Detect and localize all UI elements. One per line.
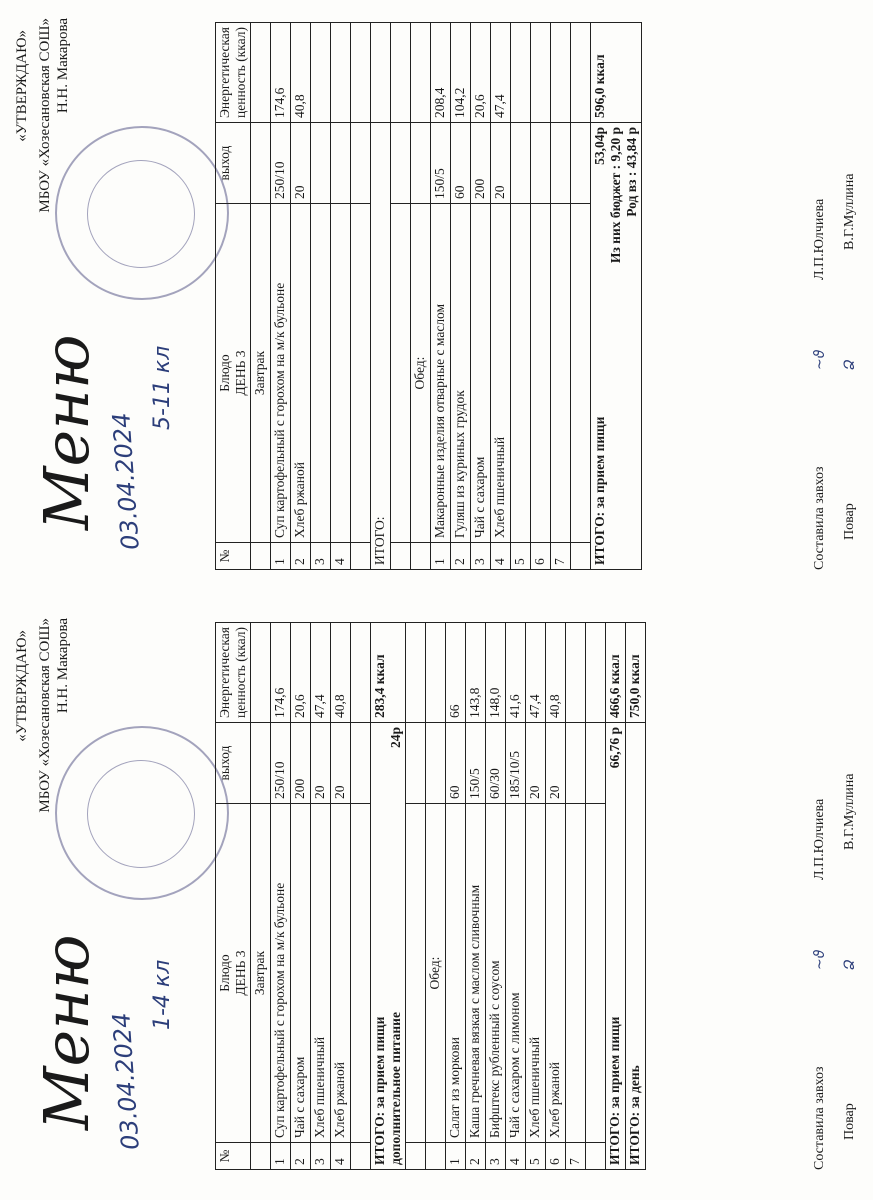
breakfast-total: ИТОГО: за прием пищи дополнительное питание 24р 283,4 ккал <box>371 623 406 1170</box>
section-breakfast: Завтрак <box>251 804 271 1143</box>
table-row: 1 Суп картофельный с горохом на м/к бульоне 250/10 174,6 <box>271 623 291 1170</box>
table-row: 6 Хлеб ржаной 20 40,8 <box>546 623 566 1170</box>
approval-label: «УТВЕРЖДАЮ» <box>14 30 30 142</box>
table-row: 4 Чай с сахаром с лимоном 185/10/5 41,6 <box>506 623 526 1170</box>
school-name: МБОУ «Хозесановская СОШ» <box>37 618 53 813</box>
table-row: 5 <box>511 23 531 570</box>
breakfast-total: ИТОГО: <box>371 23 391 570</box>
table-row: 4 <box>331 23 351 570</box>
table-row: 2 Каша гречневая вязкая с маслом сливочным 150/5 143,8 <box>466 623 486 1170</box>
header-num: № <box>216 543 251 570</box>
table-row: 1 Суп картофельный с горохом на м/к бульоне 250/10 174,6 <box>271 23 291 570</box>
header-energy: Энергетическая ценность (ккал) <box>216 623 251 723</box>
handwritten-grade: 1-4 кл <box>150 959 175 1030</box>
table-header <box>216 623 251 1170</box>
menu-table <box>215 22 642 570</box>
header-num: № <box>216 1143 251 1170</box>
table-row: 7 <box>551 23 571 570</box>
menu-1-4: «УТВЕРЖДАЮ» МБОУ «Хозесановская СОШ» Н.Н. Макарова Меню 03.04.2024 1-4 кл № Блюдо ДЕНЬ 3 выход Энергетическая ценность (ккал) Завтрак 1 Суп картофельный с горохом на м/к бульоне 250/10 174,6 2 Чай с сахаром 200 20,6 3 Хлеб пшеничный 20 47,4 4 Хлеб ржаной 20 40,8 ИТОГО: за прием пищи дополнительное питание 24р 283,4 ккал Обед: 1 Салат из моркови 60 66 2 Каша гречневая вязкая с маслом сливочным 150/5 143,8 3 Бифштекс рубленный с соусом 60/30 148,0 4 Чай с сахаром с лимоном 185/10/5 41,6 5 Хлеб пшеничный 20 47,4 6 Хлеб ржаной 20 40,8 7 ИТОГО: за прием пищи 66,76 р 466,6 ккал ИТОГО: за день 750,0 ккал Составила завхоз ~ϑ Л.П.Юлчиева Повар Ձ В.Г.Муллина <box>14 618 858 1170</box>
table-row: 2 Чай с сахаром 200 20,6 <box>291 623 311 1170</box>
menu-title: Меню <box>30 334 103 530</box>
header-dish: Блюдо ДЕНЬ 3 <box>216 804 251 1143</box>
handwritten-grade: 5-11 кл <box>150 345 175 430</box>
table-row: 5 Хлеб пшеничный 20 47,4 <box>526 623 546 1170</box>
day-total: ИТОГО: за день 750,0 ккал <box>626 623 646 1170</box>
school-name: МБОУ «Хозесановская СОШ» <box>37 18 53 213</box>
table-row: 2 Хлеб ржаной 20 40,8 <box>291 23 311 570</box>
table-row: 3 Бифштекс рубленный с соусом 60/30 148,0 <box>486 623 506 1170</box>
header-output: выход <box>216 123 251 204</box>
table-row: 3 <box>311 23 331 570</box>
table-row: 3 Хлеб пшеничный 20 47,4 <box>311 623 331 1170</box>
menu-table <box>215 622 646 1170</box>
handwritten-date: 03.04.2024 <box>107 411 145 551</box>
header-energy: Энергетическая ценность (ккал) <box>216 23 251 123</box>
menu-5-11: «УТВЕРЖДАЮ» МБОУ «Хозесановская СОШ» Н.Н. Макарова Меню 03.04.2024 5-11 кл № Блюдо ДЕНЬ 3 выход Энергетическая ценность (ккал) Завтрак 1 Суп картофельный с горохом на м/к бульоне 250/10 174,6 2 Хлеб ржаной 20 40,8 3 4 ИТОГО: Обед: 1 Макаронные изделия отварные с маслом 150/5 208,4 2 Гуляш из куриных грудок 60 104,2 3 Чай с сахаром 200 20,6 4 Хлеб пшеничный 20 47,4 5 6 7 ИТОГО: за прием пищи 53,04р Из них бюджет : 9,20 р Род вз : 43,84 р 596,0 ккал Составила завхоз ~ϑ Л.П.Юлчиева Повар Ձ В.Г.Муллина <box>14 18 858 570</box>
school-seal <box>55 726 229 900</box>
table-row: 2 Гуляш из куриных грудок 60 104,2 <box>451 23 471 570</box>
table-row: 6 <box>531 23 551 570</box>
section-lunch: Обед: <box>426 804 446 1143</box>
table-row: 3 Чай с сахаром 200 20,6 <box>471 23 491 570</box>
table-row: 1 Макаронные изделия отварные с маслом 150/5 208,4 <box>431 23 451 570</box>
lunch-total: ИТОГО: за прием пищи 66,76 р 466,6 ккал <box>606 623 626 1170</box>
header-dish: Блюдо ДЕНЬ 3 <box>216 204 251 543</box>
handwritten-date: 03.04.2024 <box>107 1011 145 1151</box>
director-name: Н.Н. Макарова <box>55 618 71 714</box>
lunch-total: ИТОГО: за прием пищи 53,04р Из них бюджет : 9,20 р Род вз : 43,84 р 596,0 ккал <box>591 23 642 570</box>
header-output: выход <box>216 723 251 804</box>
table-row: 1 Салат из моркови 60 66 <box>446 623 466 1170</box>
menu-title: Меню <box>30 934 103 1130</box>
table-header <box>216 23 251 570</box>
director-name: Н.Н. Макарова <box>55 18 71 114</box>
approval-label: «УТВЕРЖДАЮ» <box>14 630 30 742</box>
school-seal <box>55 126 229 300</box>
table-row: 4 Хлеб ржаной 20 40,8 <box>331 623 351 1170</box>
section-lunch: Обед: <box>411 204 431 543</box>
table-row: 7 <box>566 623 586 1170</box>
table-row: 4 Хлеб пшеничный 20 47,4 <box>491 23 511 570</box>
section-breakfast: Завтрак <box>251 204 271 543</box>
